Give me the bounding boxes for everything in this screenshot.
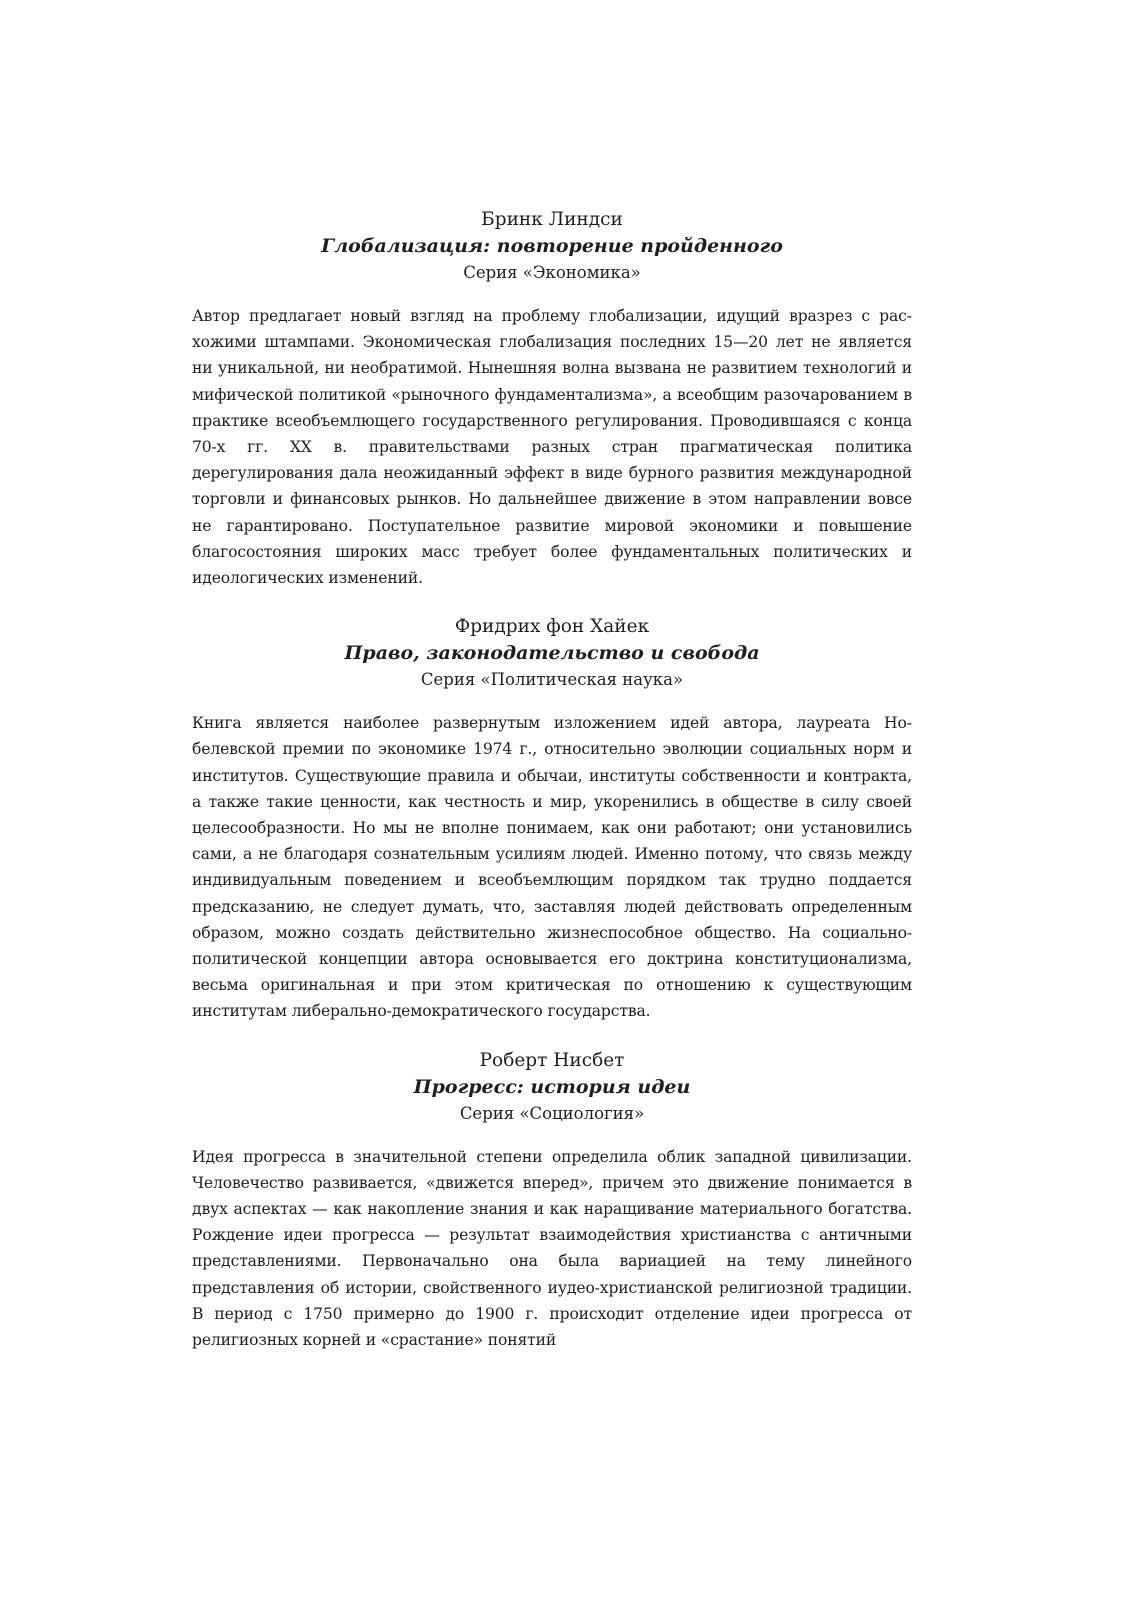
book-author: Бринк Линдси (481, 209, 623, 230)
book-annotation: Автор предлагает новый взгляд на проблему глобализации, идущий вразрез с расхожими штампами. Экономическая глобализация последних 15—20 лет не является ни уникальной, ни необратимой. Нынешняя волна вызвана не развитием технологий и мифической политикой «рыночного фундаментализма», а всеобщим разочарованием в практике всеобъемлющего государственного регулирования. Проводившаяся с конца 70-х гг. XX в. правительствами разных стран прагматическая политика дерегулирования дала неожиданный эффект в виде бурного развития международной торговли и финансовых рынков. Но дальнейшее движение в этом направлении вовсе не гарантировано. Поступательное развитие мировой экономики и повышение благосостояния широких масс требует более фундаментальных политических и идеологических изменений. (192, 307, 912, 588)
book-series: Серия «Социология» (459, 1103, 645, 1123)
book-entry-lindsey (192, 206, 912, 591)
book-title: Право, законодательство и свобода (344, 642, 760, 665)
book-title: Прогресс: история идеи (413, 1075, 691, 1098)
book-header (192, 1047, 912, 1127)
book-entry-nisbet (192, 1047, 912, 1354)
book-series: Серия «Политическая наука» (420, 670, 684, 690)
book-series: Серия «Экономика» (463, 263, 641, 282)
book-annotation: Идея прогресса в значительной степени определила облик западной цивилизации. Человечество развивается, «движется вперед», причем это движение понимается в двух аспектах — как накопление знания и как наращивание материального богатства. Рождение идеи прогресса — результат взаимодействия христианства с античными представлениями. Первоначально она была вариацией на тему линейного представления об истории, свойственного иудео-христианской религиозной традиции. В период с 1750 примерно до 1900 г. происходит отделение идеи прогресса от религиозных корней и «срастание» понятий (192, 1147, 912, 1350)
book-title: Глобализация: повторение пройденного (321, 235, 783, 257)
book-entry-hayek (192, 613, 912, 1024)
book-header (192, 206, 912, 286)
book-list (192, 206, 912, 1369)
book-author: Роберт Нисбет (479, 1049, 625, 1071)
book-author: Фридрих фон Хайек (454, 616, 650, 638)
book-header (192, 613, 912, 693)
book-annotation: Книга является наиболее развернутым изложением идей автора, лауреата Нобелевской премии по экономике 1974 г., относительно эволюции социальных норм и институтов. Существующие правила и обычаи, институты собственности и контракта, а также такие ценности, как честность и мир, укоренились в обществе в силу своей целесообразности. Но мы не вполне понимаем, как они работают; они установились сами, а не благодаря сознательным усилиям людей. Именно потому, что связь между индивидуальным поведением и всеобъемлющим порядком так трудно поддается предсказанию, не следует думать, что, заставляя людей действовать определенным образом, можно создать действительно жизнеспособное общество. На социально-политической концепции автора основывается его доктрина конституционализма, весьма оригинальная и при этом критическая по отношению к существующим институтам либерально-демократического государства. (192, 714, 912, 1021)
